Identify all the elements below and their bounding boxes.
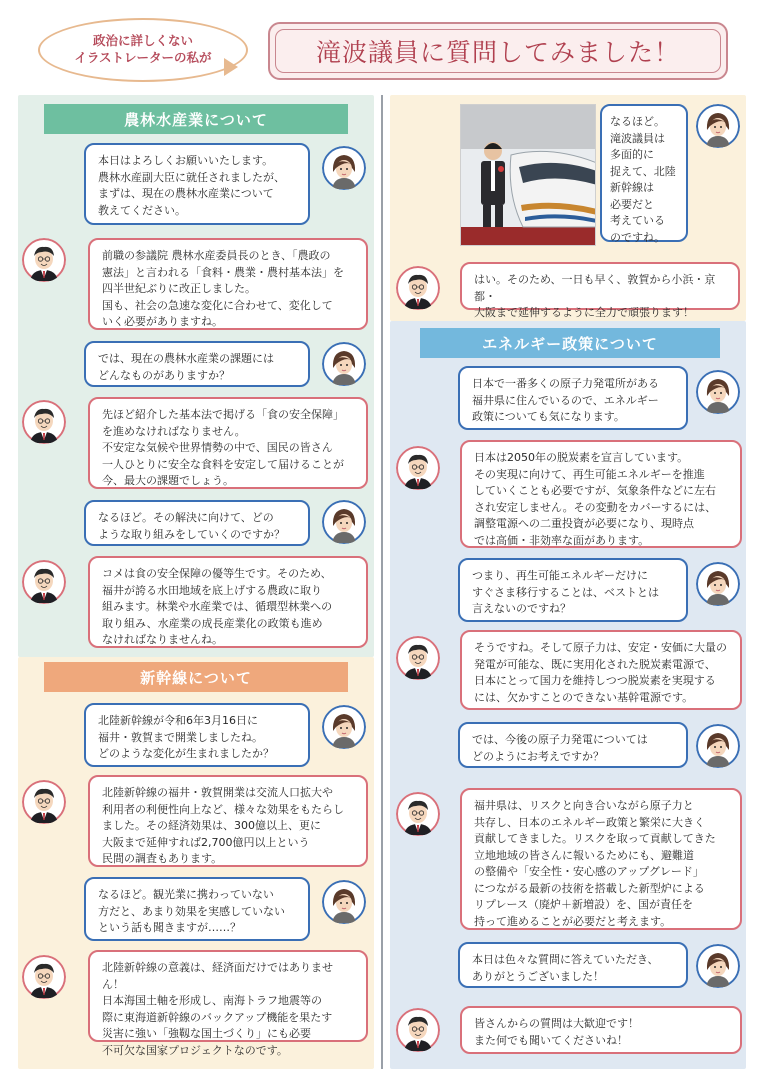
- interviewer-avatar: [696, 562, 740, 606]
- dialog-line: 四半世紀ぶりに改正しました。: [102, 282, 256, 295]
- dialog-line: 組みます。林業や水産業では、循環型林業への: [102, 600, 333, 613]
- dialog-line: 不可欠な国家プロジェクトなのです。: [102, 1043, 288, 1057]
- politician-avatar: [22, 560, 66, 604]
- politician-avatar: [22, 400, 66, 444]
- interviewer-avatar: [322, 880, 366, 924]
- dialog-line: では、今後の原子力発電については: [472, 733, 648, 746]
- dialog-line: には、欠かすことのできない基幹電源です。: [474, 690, 694, 704]
- dialog-line: なければなりませんね。: [102, 633, 223, 646]
- politician-avatar: [396, 266, 440, 310]
- dialog-line: 日本で一番多くの原子力発電所がある: [472, 377, 659, 390]
- politician-bubble: [460, 1006, 742, 1054]
- dialog-line: 滝波議員は: [610, 131, 665, 145]
- dialog-line: 福井県は、リスクと向き合いながら原子力と: [474, 799, 694, 812]
- section-title-agri: 農林水産業について: [44, 104, 348, 134]
- interviewer-avatar: [696, 944, 740, 988]
- dialog-line: 際に東海道新幹線のバックアップ機能を果たす: [102, 1010, 333, 1024]
- interviewer-bubble: [84, 341, 310, 387]
- dialog-line: リプレース（廃炉＋新増設）を、国が責任を: [474, 898, 694, 911]
- dialog-line: 方だと、あまり効果を実感していない: [98, 904, 285, 918]
- dialog-line: を進めなければなりません。: [102, 424, 246, 438]
- intro-line-2: イラストレーターの私が: [74, 50, 212, 65]
- interviewer-bubble: [600, 104, 688, 242]
- dialog-line: まずは、現在の農林水産業について: [98, 187, 274, 200]
- dialog-line: なるほど。その解決に向けて、どの: [98, 511, 274, 524]
- politician-bubble: [460, 262, 740, 319]
- dialog-line: 今、最大の課題でしょう。: [102, 474, 234, 487]
- section-title-energy: エネルギー政策について: [420, 328, 720, 358]
- page-title: 滝波議員に質問してみました！: [315, 38, 680, 67]
- interviewer-avatar: [696, 370, 740, 414]
- dialog-line: 憲法」と言われる「食料・農業・農村基本法」を: [102, 265, 344, 279]
- speech-tail-icon: [224, 58, 238, 76]
- dialog-line: 共存し、日本のエネルギー政策と繁栄に大きく: [474, 815, 705, 829]
- dialog-line: 北陸新幹線が令和6年3月16日に: [98, 714, 258, 727]
- dialog-line: 考えている: [610, 214, 665, 227]
- column-divider: [381, 95, 383, 1069]
- interviewer-bubble: [458, 942, 688, 988]
- dialog-line: 日本にとって国力を維持しつつ脱炭素を実現する: [474, 674, 716, 687]
- dialog-line: では、現在の農林水産業の課題には: [98, 352, 274, 365]
- dialog-line: 大阪まで延伸するように全力で頑張ります！: [474, 306, 694, 319]
- dialog-line: 捉えて、北陸: [610, 164, 676, 178]
- dialog-line: 国も、社会の急速な変化に合わせて、変化して: [102, 298, 333, 312]
- dialog-line: どのような変化が生まれましたか？: [98, 747, 274, 760]
- dialog-line: 災害に強い「強靱な国土づくり」にも必要: [102, 1027, 311, 1040]
- politician-avatar: [22, 780, 66, 824]
- dialog-line: 発電が可能な、既に実用化された脱炭素電源で、: [474, 657, 716, 671]
- interviewer-bubble: [458, 366, 688, 430]
- dialog-line: 日本は2050年の脱炭素を宣言しています。: [474, 451, 689, 464]
- politician-bubble: [88, 238, 368, 330]
- interviewer-avatar: [322, 705, 366, 749]
- interviewer-bubble: [84, 500, 310, 546]
- page-title-box: [268, 22, 728, 80]
- dialog-line: 福井・敦賀まで開業しましたね。: [98, 730, 263, 744]
- dialog-line: そうですね。そして原子力は、安定・安価に大量の: [474, 641, 727, 654]
- dialog-line: では高価・非効率な面があります。: [474, 533, 650, 547]
- politician-avatar: [396, 446, 440, 490]
- dialog-line: 多面的に: [610, 148, 654, 161]
- politician-avatar: [22, 238, 66, 282]
- dialog-line: 先ほど紹介した基本法で掲げる「食の安全保障」: [102, 408, 344, 421]
- dialog-line: いく必要がありますね。: [102, 315, 223, 328]
- dialog-line: 取り組み、水産業の成長産業化の政策も進め: [102, 616, 323, 630]
- dialog-line: され安定しません。その変動をカバーするには、: [474, 500, 717, 514]
- dialog-line: 日本海国土軸を形成し、南海トラフ地震等の: [102, 994, 322, 1007]
- dialog-line: なるほど。: [610, 115, 665, 128]
- dialog-line: 利用者の利便性向上など、様々な効果をもたらし: [102, 802, 344, 816]
- section-title-shinkansen: 新幹線について: [44, 662, 348, 692]
- dialog-line: 貢献してきました。リスクを取って貢献してきた: [474, 832, 716, 845]
- dialog-line: どんなものがありますか？: [98, 368, 230, 382]
- dialog-line: 一人ひとりに安全な食料を安定して届けることが: [102, 457, 344, 471]
- dialog-line: なるほど。観光業に携わっていない: [98, 888, 274, 901]
- interviewer-bubble: [458, 722, 688, 768]
- dialog-line: していくことも必要ですが、気象条件などに左右: [474, 484, 716, 497]
- dialog-line: という話も聞きますが……？: [98, 921, 241, 934]
- dialog-line: その実現に向けて、再生可能エネルギーを推進: [474, 467, 705, 481]
- interviewer-avatar: [696, 104, 740, 148]
- politician-bubble: [88, 556, 368, 648]
- politician-bubble: [460, 630, 742, 710]
- intro-line-1: 政治に詳しくない: [92, 33, 193, 49]
- politician-bubble: [88, 397, 368, 489]
- interviewer-avatar: [322, 500, 366, 544]
- dialog-line: 福井県に住んでいるので、エネルギー: [472, 393, 659, 407]
- dialog-line: 本日はよろしくお願いいたします。: [98, 154, 274, 167]
- dialog-line: 言えないのですね？: [472, 602, 571, 615]
- train-photo: [460, 104, 596, 246]
- dialog-line: はい。そのため、一日も早く、敦賀から小浜・京都・: [474, 273, 716, 303]
- dialog-line: また何でも聞いてくださいね！: [474, 1033, 628, 1047]
- interviewer-bubble: [84, 703, 310, 767]
- dialog-line: につながる最新の技術を搭載した新型炉による: [474, 881, 705, 895]
- dialog-line: 教えてください。: [98, 203, 186, 217]
- dialog-line: 皆さんからの質問は大歓迎です！: [474, 1017, 639, 1030]
- interviewer-avatar: [322, 342, 366, 386]
- dialog-line: のですね。: [610, 230, 665, 244]
- politician-avatar: [22, 955, 66, 999]
- politician-bubble: [460, 788, 742, 930]
- intro-speech-bubble: [38, 18, 248, 82]
- interviewer-bubble: [84, 877, 310, 941]
- dialog-line: 大阪まで延伸すれば2,700億円以上という: [102, 835, 310, 849]
- interviewer-bubble: [458, 558, 688, 622]
- dialog-line: つまり、再生可能エネルギーだけに: [472, 569, 648, 582]
- dialog-line: 北陸新幹線の福井・敦賀開業は交流人口拡大や: [102, 786, 333, 799]
- dialog-line: すぐさま移行することは、ベストとは: [472, 585, 659, 599]
- dialog-line: 本日は色々な質問に答えていただき、: [472, 953, 659, 966]
- dialog-line: 不安定な気候や世界情勢の中で、国民の皆さん: [102, 441, 333, 454]
- politician-avatar: [396, 792, 440, 836]
- interviewer-avatar: [696, 724, 740, 768]
- dialog-line: 北陸新幹線の意義は、経済面だけではありません！: [102, 961, 333, 991]
- dialog-line: 前職の参議院 農林水産委員長のとき、「農政の: [102, 249, 331, 262]
- dialog-line: 調整電源への二重投資が必要になり、現時点: [474, 517, 694, 530]
- interviewer-bubble: [84, 143, 310, 225]
- dialog-line: 新幹線は: [610, 181, 654, 194]
- politician-avatar: [396, 636, 440, 680]
- dialog-line: 福井が誇る水田地域を底上げする農政に取り: [102, 583, 322, 597]
- dialog-line: ました。その経済効果は、300億以上、更に: [102, 819, 321, 832]
- dialog-line: コメは食の安全保障の優等生です。そのため、: [102, 567, 332, 580]
- politician-bubble: [88, 950, 368, 1057]
- dialog-line: 必要だと: [610, 197, 654, 211]
- dialog-line: 民間の調査もあります。: [102, 852, 223, 865]
- interviewer-avatar: [322, 146, 366, 190]
- dialog-line: の整備や「安全性・安心感のアップグレード」: [474, 865, 704, 878]
- dialog-line: 立地地域の皆さんに報いるためにも、避難道: [474, 848, 694, 862]
- politician-bubble: [88, 775, 368, 867]
- dialog-line: 持って進めることが必要だと考えます。: [474, 914, 672, 928]
- dialog-line: どのようにお考えですか？: [472, 749, 604, 763]
- politician-avatar: [396, 1008, 440, 1052]
- dialog-line: 政策についても気になります。: [472, 410, 625, 423]
- dialog-line: ありがとうございました！: [472, 969, 604, 983]
- dialog-line: ような取り組みをしていくのですか？: [98, 527, 285, 541]
- politician-bubble: [460, 440, 742, 548]
- dialog-line: 農林水産副大臣に就任されましたが、: [98, 170, 285, 184]
